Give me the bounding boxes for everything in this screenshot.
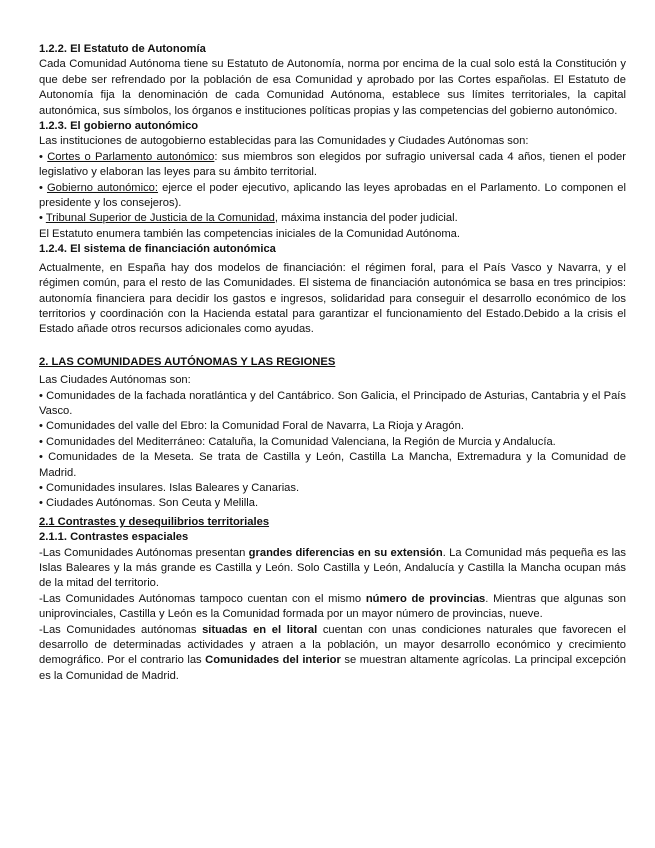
- bullet: •: [39, 181, 47, 194]
- bold-text: situadas en el litoral: [202, 623, 318, 636]
- list-item: • Comunidades del Mediterráneo: Cataluña, la Comunidad Valenciana, la Región de Murcia y Andalucía.: [39, 435, 556, 448]
- text: -Las Comunidades Autónomas tampoco cuentan con el mismo: [39, 592, 366, 605]
- list-item: • Comunidades de la fachada noratlántica y del Cantábrico. Son Galicia, el Principado de Asturias, Cantabria y el País Vasco.: [39, 389, 626, 417]
- text: se muestran altamente agrícolas. La principal excepción es la Comunidad de Madrid.: [39, 654, 627, 682]
- heading-financiacion: 1.2.4. El sistema de financiación autonómica: [39, 243, 276, 256]
- term-gobierno: Gobierno autonómico:: [46, 181, 159, 194]
- item-text: ejerce el poder ejecutivo, aplicando las leyes aprobadas en el Parlamento. Lo componen el presidente y los consejeros).: [39, 181, 627, 210]
- term-cortes: Cortes o Parlamento autonómico: [47, 150, 215, 163]
- heading-contrastes: 2.1 Contrastes y desequilibrios territoriales: [39, 515, 270, 528]
- paragraph-comunidades-intro: Las Ciudades Autónomas son:: [39, 374, 191, 387]
- bold-text: Comunidades del interior: [205, 654, 341, 667]
- bold-text: número de provincias: [365, 592, 486, 605]
- paragraph-litoral: [39, 623, 626, 685]
- paragraph-extension: [39, 546, 626, 592]
- heading-comunidades: 2. LAS COMUNIDADES AUTÓNOMAS Y LAS REGIONES: [39, 355, 336, 368]
- list-item-cortes: [39, 150, 626, 181]
- paragraph-estatuto: Cada Comunidad Autónoma tiene su Estatuto de Autonomía, norma por encima de la cual solo está la Constitución y que debe ser refrendado por la población de esa Comunidad y aprobado por las Cortes españolas. El Estatuto de Autonomía fija la denominación de cada Comunidad Autónoma, establece sus límites territoriales, la capital autonómica, sus símbolos, los órganos e instituciones políticas propias y las competencias del gobierno autonómico.: [39, 58, 626, 117]
- list-item: • Comunidades insulares. Islas Baleares y Canarias.: [39, 481, 300, 494]
- text: cuentan con unas condiciones naturales que favorecen el desarrollo de determinadas actividades y atraen a la población, un mayor desarrollo económico y crecimiento demográfico. Por el contrario las: [39, 623, 626, 667]
- list-item-gobierno: [39, 181, 626, 212]
- text: -Las Comunidades autónomas: [39, 623, 203, 636]
- paragraph-provincias: [39, 592, 626, 623]
- heading-estatuto: 1.2.2. El Estatuto de Autonomía: [39, 43, 206, 55]
- paragraph-gobierno-intro: Las instituciones de autogobierno establecidas para las Comunidades y Ciudades Autónomas son:: [39, 135, 529, 148]
- text: -Las Comunidades Autónomas presentan: [39, 546, 249, 559]
- text: . Mientras que algunas son uniprovinciales, Castilla y León es la Comunidad formada por un mayor número de provincias, nueve.: [39, 592, 626, 621]
- list-item: • Comunidades del valle del Ebro: la Comunidad Foral de Navarra, La Rioja y Aragón.: [39, 420, 464, 433]
- bullet: •: [39, 150, 48, 163]
- heading-contrastes-espaciales: 2.1.1. Contrastes espaciales: [39, 531, 189, 544]
- list-item: • Ciudades Autónomas. Son Ceuta y Melilla.: [39, 497, 259, 510]
- bullet: •: [39, 212, 46, 225]
- list-item-tribunal: [39, 211, 626, 226]
- bold-text: grandes diferencias en su extensión: [248, 546, 443, 559]
- paragraph-gobierno-closing: El Estatuto enumera también las competencias iniciales de la Comunidad Autónoma.: [39, 227, 461, 240]
- term-tribunal: Tribunal Superior de Justicia de la Comunidad: [45, 212, 275, 225]
- item-text: : sus miembros son elegidos por sufragio universal cada 4 años, tienen el poder legislativo y elaboran las leyes para su ámbito territorial.: [39, 150, 627, 179]
- text: . La Comunidad más pequeña es las Islas Baleares y la más grande es Castilla y León. Solo Castilla y León, Andalucía y Castilla la Mancha ocupan más de la mitad del territorio.: [39, 546, 626, 590]
- item-text: , máxima instancia del poder judicial.: [274, 212, 458, 225]
- list-item: • Comunidades de la Meseta. Se trata de Castilla y León, Castilla La Mancha, Extremadura y la Comunidad de Madrid.: [39, 451, 626, 479]
- paragraph-financiacion: Actualmente, en España hay dos modelos de financiación: el régimen foral, para el País Vasco y Navarra, y el régimen común, para el resto de las Comunidades. El sistema de financiación autonómica se basa en tres principios: autonomía financiera para decidir los gastos e ingresos, solidaridad para conseguir el desarrollo económico de los territorios y coordinación con la Hacienda estatal para garantizar el funcionamiento del Estado.Debido a la crisis el Estado añade otros recursos adicionales como ayudas.: [39, 261, 626, 336]
- heading-gobierno: 1.2.3. El gobierno autonómico: [39, 120, 199, 133]
